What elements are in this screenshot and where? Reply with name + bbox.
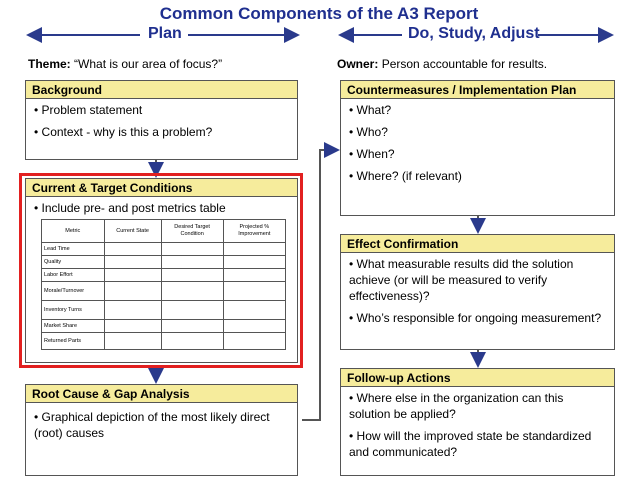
rootcause-to-countermeasures-arrow [302, 150, 338, 420]
metrics-header-current: Current State [104, 220, 161, 243]
followup-header: Follow-up Actions [341, 369, 614, 387]
countermeasures-bullet-3: • When? [349, 147, 395, 161]
current-target-header: Current & Target Conditions [26, 179, 297, 197]
theme-text: “What is our area of focus?” [74, 57, 223, 71]
owner-text: Person accountable for results. [381, 57, 548, 71]
followup-box [340, 368, 615, 476]
table-row [42, 301, 286, 320]
countermeasures-bullet-4: • Where? (if relevant) [349, 169, 462, 183]
effect-bullet-1: • What measurable results did the solution achieve (or will be measured to verify effectiveness)? [349, 257, 574, 303]
countermeasures-bullet-1: • What? [349, 103, 392, 117]
metrics-header-metric: Metric [42, 220, 105, 243]
theme-label: Theme: [28, 57, 71, 71]
owner-label: Owner: [337, 57, 379, 71]
metric-name: Labor Effort [42, 269, 105, 282]
metric-name: Returned Parts [42, 333, 105, 350]
countermeasures-bullets [341, 102, 614, 184]
metric-name: Market Share [42, 320, 105, 333]
effect-header: Effect Confirmation [341, 235, 614, 253]
metric-name: Morale/Turnover [42, 282, 105, 301]
followup-bullet-2: • How will the improved state be standardized and communicated? [349, 429, 592, 459]
countermeasures-bullet-2: • Who? [349, 125, 388, 139]
plan-label: Plan [148, 25, 182, 42]
metric-name: Quality [42, 256, 105, 269]
owner-line [337, 57, 547, 71]
metrics-table [41, 219, 286, 350]
current-target-box [25, 178, 298, 363]
countermeasures-header: Countermeasures / Implementation Plan [341, 81, 614, 99]
effect-bullet-2: • Who’s responsible for ongoing measurement? [349, 311, 602, 325]
rootcause-header: Root Cause & Gap Analysis [26, 385, 297, 403]
background-box [25, 80, 298, 160]
countermeasures-box [340, 80, 615, 216]
followup-bullets [341, 390, 614, 460]
table-row [42, 256, 286, 269]
rootcause-bullet: • Graphical depiction of the most likely direct (root) causes [34, 410, 270, 440]
rootcause-box [25, 384, 298, 476]
background-header: Background [26, 81, 297, 99]
metrics-header-row [42, 220, 286, 243]
metric-name: Lead Time [42, 243, 105, 256]
metric-name: Inventory Turns [42, 301, 105, 320]
table-row [42, 269, 286, 282]
page-title: Common Components of the A3 Report [159, 4, 479, 23]
metrics-header-improvement: Projected % Improvement [223, 220, 285, 243]
background-bullet-2: • Context - why is this a problem? [34, 125, 213, 139]
followup-bullet-1: • Where else in the organization can this solution be applied? [349, 391, 564, 421]
table-row [42, 320, 286, 333]
effect-box [340, 234, 615, 350]
background-bullet-1: • Problem statement [34, 103, 143, 117]
effect-bullets [341, 256, 614, 326]
current-target-bullet: • Include pre- and post metrics table [34, 201, 226, 215]
theme-line [28, 57, 222, 71]
table-row [42, 333, 286, 350]
metrics-header-target: Desired Target Condition [161, 220, 223, 243]
do-study-adjust-label: Do, Study, Adjust [408, 25, 540, 42]
table-row [42, 243, 286, 256]
background-bullets [26, 102, 297, 140]
table-row [42, 282, 286, 301]
